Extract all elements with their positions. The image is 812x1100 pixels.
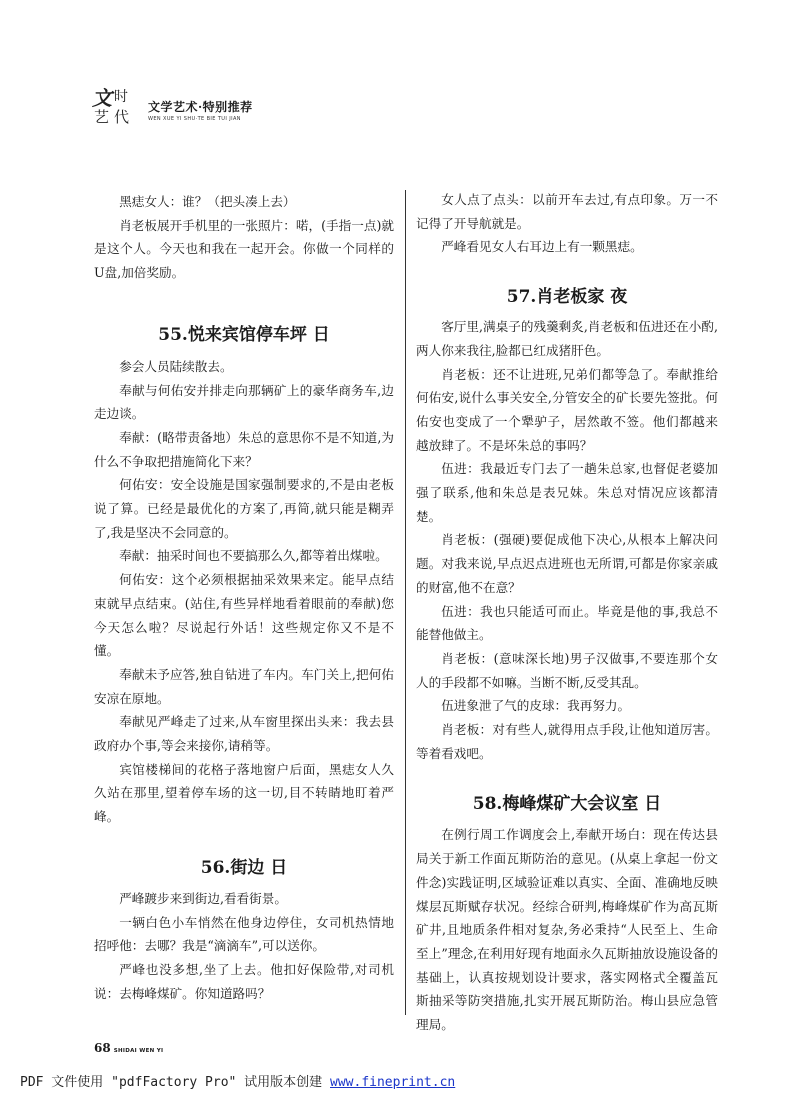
paragraph: 奉献见严峰走了过来,从车窗里探出头来：我去县政府办个事,等会来接你,请稍等。 [94, 714, 394, 754]
paragraph: 参会人员陆续散去。 [119, 358, 233, 374]
scene-heading-55: 55.悦来宾馆停车坪 日 [158, 324, 330, 345]
paragraph: 肖老板：(强硬)要促成他下决心,从根本上解决问题。对我来说,早点迟点进班也无所谓,可都是你家亲戚的财富,他不在意？ [416, 532, 718, 595]
left-column [94, 190, 394, 1005]
magazine-logo [92, 80, 144, 130]
paragraph: 严峰也没多想,坐了上去。他扣好保险带,对司机说：去梅峰煤矿。你知道路吗？ [94, 961, 394, 1001]
scene-heading-58: 58.梅峰煤矿大会议室 日 [472, 794, 662, 815]
section-title: 文学艺术·特别推荐 [148, 100, 253, 114]
scene-heading-56: 56.街边 日 [200, 857, 288, 878]
magazine-header [92, 80, 392, 130]
paragraph: 在例行周工作调度会上,奉献开场白：现在传达县局关于新工作面瓦斯防治的意见。(从桌上拿起一份文件念)实践证明,区域验证难以真实、全面、准确地反映煤层瓦斯赋存状况。经综合研判,梅峰煤矿作为高瓦斯矿井,且地质条件相对复杂,务必秉持“人民至上、生命至上”理念,在利用好现有地面永久瓦斯抽放设施设备的基础上，认真按规划设计要求，落实网格式全覆盖瓦斯抽采等防突措施,扎实开展瓦斯防治。梅山县应急管理局。 [416, 827, 718, 1033]
pdf-watermark [20, 1071, 455, 1090]
paragraph: 严峰踱步来到街边,看看街景。 [119, 890, 287, 906]
page-footer [94, 1037, 163, 1056]
paragraph: 黑痣女人：谁？（把头凑上去） [119, 194, 296, 209]
scene-heading-57: 57.肖老板家 夜 [506, 287, 628, 308]
section-subtitle: WEN XUE YI SHU·TE BIE TUI JIAN [148, 116, 241, 122]
footer-magazine-name: SHIDAI WEN YI [113, 1048, 164, 1054]
paragraph: 奉献未予应答,独自钻进了车内。车门关上,把何佑安凉在原地。 [94, 666, 394, 706]
paragraph: 客厅里,满桌子的残羹剩炙,肖老板和伍进还在小酌,两人你来我往,脸都已红成猪肝色。 [416, 319, 718, 358]
right-column [416, 188, 718, 1037]
paragraph: 肖老板：对有些人,就得用点手段,让他知道厉害。等着看戏吧。 [416, 722, 718, 761]
column-divider [405, 190, 406, 1015]
page-number: 68 [94, 1041, 111, 1055]
paragraph: 伍进：我最近专门去了一趟朱总家,也督促老婆加强了联系,他和朱总是表兄妹。朱总对情况应该都清楚。 [416, 461, 718, 524]
paragraph: 奉献与何佑安并排走向那辆矿上的豪华商务车,边走边谈。 [94, 382, 394, 422]
paragraph: 奉献：抽采时间也不要搞那么久,都等着出煤啦。 [119, 548, 388, 564]
paragraph: 肖老板展开手机里的一张照片：喏，(手指一点)就是这个人。今天也和我在一起开会。你做一个同样的U盘,加倍奖励。 [94, 217, 394, 281]
paragraph: 伍进：我也只能适可而止。毕竟是他的事,我总不能替他做主。 [416, 603, 718, 643]
paragraph: 一辆白色小车悄然在他身边停住，女司机热情地招呼他：去哪？我是“滴滴车”,可以送你。 [94, 914, 394, 954]
paragraph: 肖老板：(意味深长地)男子汉做事,不要连那个女人的手段都不如嘛。当断不断,反受其乱。 [416, 650, 718, 690]
paragraph: 何佑安：这个必须根据抽采效果来定。能早点结束就早点结束。(站住,有些异样地看着眼前的奉献)您今天怎么啦？尽说起行外话！这些规定你又不是不懂。 [94, 572, 394, 659]
paragraph: 严峰看见女人右耳边上有一颗黑痣。 [441, 239, 643, 255]
logo-char: 代 [114, 108, 130, 126]
paragraph: 女人点了点头：以前开车去过,有点印象。万一不记得了开导航就是。 [416, 192, 718, 231]
paragraph: 奉献：(略带责备地）朱总的意思你不是不知道,为什么不争取把措施简化下来？ [94, 429, 394, 469]
watermark-text: PDF 文件使用 "pdfFactory Pro" 试用版本创建 [20, 1075, 331, 1090]
paragraph: 伍进象泄了气的皮球：我再努力。 [441, 698, 631, 714]
watermark-link[interactable]: www.fineprint.cn [330, 1075, 456, 1090]
paragraph: 肖老板：还不让进班,兄弟们都等急了。奉献推给何佑安,说什么事关安全,分管安全的矿长要先签批。何佑安也变成了一个犟驴子，居然敢不签。他们都越来越放肆了。不是坏朱总的事吗？ [416, 366, 718, 453]
paragraph: 何佑安：安全设施是国家强制要求的,不是由老板说了算。已经是最优化的方案了,再简,就只能是糊弄了,我是坚决不会同意的。 [94, 477, 394, 540]
logo-char: 艺 [94, 108, 110, 126]
logo-char: 文 [92, 86, 112, 110]
logo-char: 时 [114, 89, 128, 105]
paragraph: 宾馆楼梯间的花格子落地窗户后面，黑痣女人久久站在那里,望着停车场的这一切,目不转睛地盯着严峰。 [94, 761, 394, 825]
